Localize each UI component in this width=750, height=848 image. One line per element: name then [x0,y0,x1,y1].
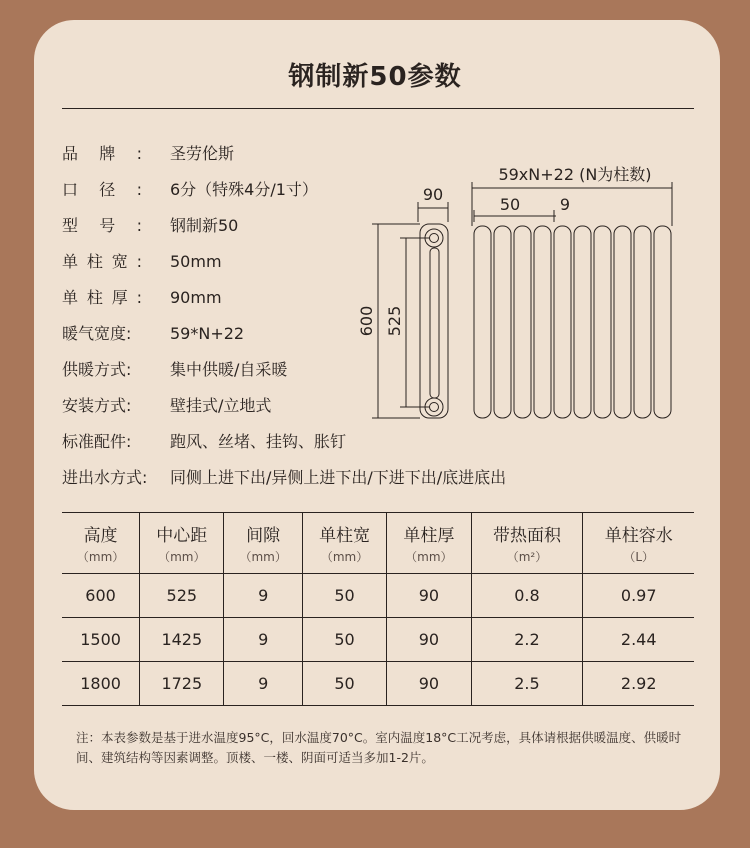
table-cell: 1500 [62,618,140,662]
header-name: 单柱宽 [319,526,371,546]
table-header-row [62,513,694,574]
spec-label: 品牌: [62,144,142,163]
table-cell: 1725 [140,662,224,706]
spec-label: 标准配件: [62,432,132,451]
table-header-cell [387,513,471,574]
spec-label: 供暖方式: [62,360,132,379]
spec-label: 单柱厚: [62,288,142,307]
spec-label: 单柱宽: [62,252,142,271]
radiator-column [614,226,631,418]
column-width-label: 50 [499,195,521,214]
table-cell: 9 [224,574,302,618]
side-view-channel [430,248,439,398]
height-label: 600 [357,305,376,337]
param-table [62,512,694,706]
gap-label: 9 [559,195,571,214]
header-unit: （L） [623,550,655,564]
spec-row [62,394,362,418]
spec-row [62,430,362,454]
page-title: 钢制新50参数 [288,62,462,92]
radiator-column [514,226,531,418]
spec-label: 口径: [62,180,142,199]
spec-value: 跑风、丝堵、挂钩、胀钉 [170,432,347,451]
radiator-column [594,226,611,418]
radiator-column [474,226,491,418]
spec-label: 安装方式: [62,396,132,415]
radiator-column [554,226,571,418]
table-cell: 1800 [62,662,140,706]
spec-value: 圣劳伦斯 [170,144,235,163]
total-width-label: 59xN+22 (N为柱数) [498,165,652,184]
table-cell: 50 [302,662,386,706]
spec-value: 6分（特殊4分/1寸） [170,180,318,199]
spec-label: 暖气宽度: [62,324,132,343]
table-header-cell [302,513,386,574]
radiator-column [534,226,551,418]
spec-row [62,322,362,346]
table-cell: 2.44 [583,618,694,662]
radiator-side-view [420,224,448,418]
header-unit: （mm） [158,550,206,564]
radiator-column [574,226,591,418]
title-divider [62,108,694,109]
header-name: 单柱厚 [403,526,455,546]
spec-value: 集中供暖/自采暖 [170,360,288,379]
spec-row [62,214,362,238]
header-unit: （mm） [239,550,287,564]
table-row [62,574,694,618]
spec-value: 壁挂式/立地式 [170,396,272,415]
radiator-column [634,226,651,418]
table-header-cell [224,513,302,574]
radiator-diagram [350,150,680,440]
table-cell: 50 [302,618,386,662]
table-row [62,662,694,706]
inout-row [62,466,702,490]
spec-row [62,178,362,202]
spec-label: 型号: [62,216,142,235]
center-distance-label: 525 [385,305,404,337]
header-name: 间隙 [246,526,281,546]
inout-label: 进出水方式: [62,468,148,487]
footnote: 注：本表参数是基于进水温度95°C，回水温度70°C。室内温度18°C工况考虑，具体请根据供暖温度、供暖时间、建筑结构等因素调整。顶楼、一楼、阴面可适当多加1-2片。 [76,730,682,765]
inout-value: 同侧上进下出/异侧上进下出/下进下出/底进底出 [170,468,507,487]
table-cell: 9 [224,618,302,662]
spec-row [62,142,362,166]
table-cell: 0.8 [471,574,583,618]
table-cell: 525 [140,574,224,618]
table-cell: 2.5 [471,662,583,706]
table-cell: 90 [387,574,471,618]
spec-row [62,358,362,382]
table-body [62,574,694,706]
table-cell: 9 [224,662,302,706]
outlet-port-inner [430,403,439,412]
table-cell: 0.97 [583,574,694,618]
radiator-columns [474,226,671,418]
header-unit: （mm） [320,550,369,564]
table-cell: 2.92 [583,662,694,706]
radiator-column [654,226,671,418]
spec-value: 50mm [170,252,222,271]
spec-value: 钢制新50 [170,216,239,235]
table-header-cell [471,513,583,574]
table-cell: 90 [387,662,471,706]
header-name: 高度 [83,526,118,546]
header-unit: （mm） [76,550,125,564]
spec-row [62,250,362,274]
spec-row [62,286,362,310]
spec-value: 90mm [170,288,222,307]
table-cell: 50 [302,574,386,618]
header-name: 中心距 [156,526,208,546]
table-cell: 90 [387,618,471,662]
header-unit: （mm） [405,550,453,564]
table-cell: 600 [62,574,140,618]
header-name: 带热面积 [492,526,561,546]
table-header-cell [140,513,224,574]
table-cell: 1425 [140,618,224,662]
header-unit: （m²） [506,550,548,564]
table-header-cell [62,513,140,574]
spec-value: 59*N+22 [170,324,245,343]
header-name: 单柱容水 [604,526,673,546]
table-row [62,618,694,662]
table-cell: 2.2 [471,618,583,662]
thickness-label: 90 [422,185,444,204]
radiator-column [494,226,511,418]
inlet-port-inner [430,234,439,243]
table-header-cell [583,513,694,574]
